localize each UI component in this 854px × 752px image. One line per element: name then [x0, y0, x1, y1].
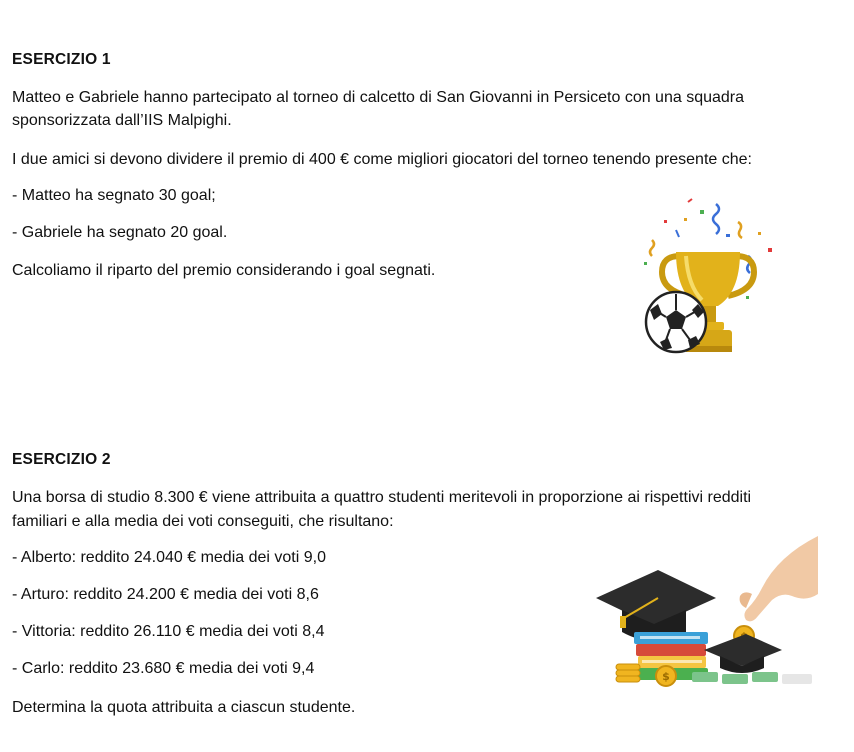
exercise1-line1: Matteo e Gabriele hanno partecipato al torneo di calcetto di San Giovanni in Persiceto con una squadra [12, 89, 745, 106]
exercise2-item-vittoria: - Vittoria: reddito 26.110 € media dei voti 8,4 [12, 623, 325, 640]
exercise1-line2: sponsorizzata dall’IIS Malpighi. [12, 112, 232, 129]
trophy-with-soccer-ball-icon [628, 192, 788, 360]
exercise2-item-alberto: - Alberto: reddito 24.040 € media dei voti 9,0 [12, 549, 326, 566]
graduation-cap-coins-icon [596, 536, 818, 694]
exercise2-line1: Una borsa di studio 8.300 € viene attribuita a quattro studenti meritevoli in proporzione ai rispettivi redditi [12, 489, 752, 506]
exercise2-question: Determina la quota attribuita a ciascun studente. [12, 699, 356, 716]
exercise1-line3: I due amici si devono dividere il premio di 400 € come migliori giocatori del torneo tenendo presente che: [12, 151, 752, 168]
hand [740, 536, 818, 621]
coin-symbol: $ [662, 670, 670, 683]
exercise1-title: ESERCIZIO 1 [12, 51, 111, 68]
exercise2-item-arturo: - Arturo: reddito 24.200 € media dei voti 8,6 [12, 586, 319, 603]
exercise2-title: ESERCIZIO 2 [12, 451, 111, 468]
exercise2-item-carlo: - Carlo: reddito 23.680 € media dei voti 9,4 [12, 660, 315, 677]
exercise1-item-matteo: - Matteo ha segnato 30 goal; [12, 187, 216, 204]
big-graduation-cap [596, 570, 716, 641]
exercise1-item-gabriele: - Gabriele ha segnato 20 goal. [12, 224, 228, 241]
soccer-ball [646, 292, 706, 352]
small-graduation-cap [704, 634, 782, 673]
exercise2-line2: familiari e alla media dei voti conseguiti, che risultano: [12, 513, 394, 530]
exercise1-question: Calcoliamo il riparto del premio considerando i goal segnati. [12, 262, 436, 279]
